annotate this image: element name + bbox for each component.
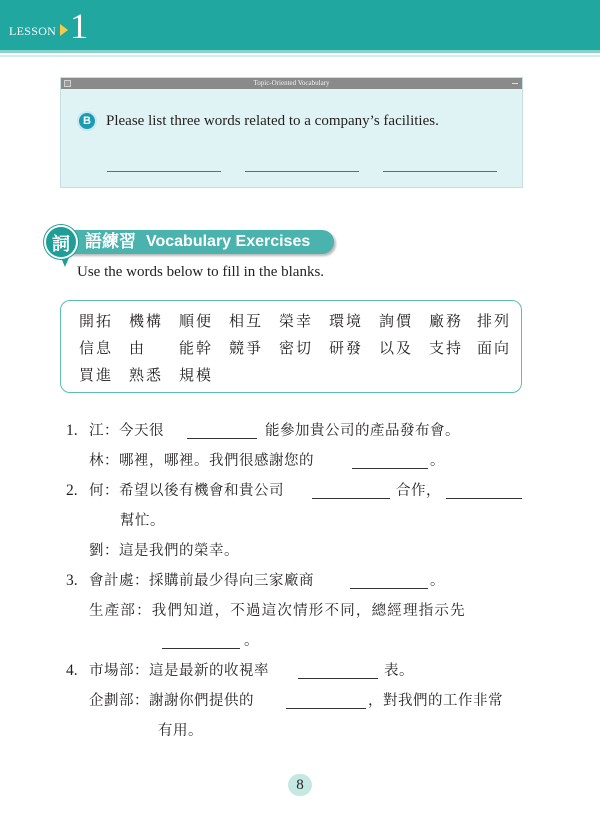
exercise-line: 表。 bbox=[384, 663, 414, 679]
page-number: 8 bbox=[288, 774, 312, 796]
word-bank-item: 排列 bbox=[477, 312, 512, 330]
heading-icon-char: 詞 bbox=[52, 234, 70, 255]
fill-blank[interactable] bbox=[352, 468, 428, 469]
lesson-number: 1 bbox=[70, 6, 88, 46]
answer-line-2[interactable] bbox=[245, 171, 359, 172]
word-bank-item: 以及 bbox=[379, 339, 414, 357]
word-bank-item: 買進 bbox=[79, 366, 114, 384]
word-bank-item: 榮幸 bbox=[279, 312, 314, 330]
topic-vocabulary-panel bbox=[60, 77, 523, 188]
heading-title-en: Vocabulary Exercises bbox=[146, 233, 311, 250]
exercise-line: 。 bbox=[430, 453, 445, 469]
exercise-instruction: Use the words below to fill in the blanks. bbox=[77, 264, 325, 280]
word-bank-item: 支持 bbox=[429, 339, 464, 357]
word-bank-item: 詢價 bbox=[379, 312, 414, 330]
exercise-line: 生產部：我們知道，不過這次情形不同，總經理指示先 bbox=[89, 603, 466, 619]
word-bank-item: 機構 bbox=[129, 312, 164, 330]
word-bank-item: 熟悉 bbox=[129, 366, 164, 384]
answer-line-1[interactable] bbox=[107, 171, 221, 172]
lesson-arrow-icon bbox=[60, 24, 68, 36]
lesson-label: LESSON bbox=[9, 24, 57, 38]
fill-blank[interactable] bbox=[187, 438, 257, 439]
exercise-line: 會計處：採購前最少得向三家廠商 bbox=[89, 573, 314, 589]
exercise-line: 江：今天很 bbox=[89, 423, 164, 439]
word-bank-item: 信息 bbox=[79, 339, 114, 357]
answer-line-3[interactable] bbox=[383, 171, 497, 172]
exercise-line: 。 bbox=[244, 633, 259, 649]
exercise-line: 劉：這是我們的榮幸。 bbox=[89, 543, 239, 559]
header-divider-light bbox=[0, 55, 600, 57]
exercise-line: 能參加貴公司的產品發布會。 bbox=[265, 423, 460, 439]
word-bank-item: 環境 bbox=[329, 312, 364, 330]
word-bank-item: 廠務 bbox=[429, 312, 464, 330]
heading-title-zh: 語練習 bbox=[85, 232, 136, 252]
section-b-badge: B bbox=[77, 111, 97, 131]
topic-panel-titlebar bbox=[61, 78, 522, 89]
exercise-number: 3. bbox=[66, 572, 78, 589]
fill-blank[interactable] bbox=[350, 588, 428, 589]
header-divider bbox=[0, 50, 600, 53]
word-bank-item: 相互 bbox=[229, 312, 264, 330]
exercise-line: 。 bbox=[430, 573, 445, 589]
fill-blank[interactable] bbox=[446, 498, 522, 499]
exercise-line: ，對我們的工作非常 bbox=[368, 693, 503, 709]
exercise-number: 4. bbox=[66, 662, 78, 679]
word-bank-item: 競爭 bbox=[229, 339, 264, 357]
window-minimize-icon bbox=[512, 83, 518, 84]
word-bank-item: 能幹 bbox=[179, 339, 214, 357]
word-bank-item: 研發 bbox=[329, 339, 364, 357]
word-bank-item: 規模 bbox=[179, 366, 214, 384]
exercise-line: 林：哪裡，哪裡。我們很感謝您的 bbox=[89, 453, 314, 469]
word-bank-item: 順便 bbox=[179, 312, 214, 330]
fill-blank[interactable] bbox=[312, 498, 390, 499]
fill-blank[interactable] bbox=[298, 678, 378, 679]
fill-blank[interactable] bbox=[162, 648, 240, 649]
exercise-number: 2. bbox=[66, 482, 78, 499]
lesson-header-band bbox=[0, 0, 600, 50]
word-bank-box bbox=[60, 300, 522, 393]
word-bank-item: 開拓 bbox=[79, 312, 114, 330]
exercise-line: 合作， bbox=[396, 483, 441, 499]
exercise-line: 有用。 bbox=[158, 723, 203, 739]
word-bank-item: 密切 bbox=[279, 339, 314, 357]
exercise-line: 企劃部：謝謝你們提供的 bbox=[89, 693, 254, 709]
exercise-line: 幫忙。 bbox=[120, 513, 165, 529]
word-bank-item: 面向 bbox=[477, 339, 512, 357]
exercise-line: 何：希望以後有機會和貴公司 bbox=[89, 483, 284, 499]
exercise-line: 市場部：這是最新的收視率 bbox=[89, 663, 269, 679]
topic-panel-title: Topic-Oriented Vocabulary bbox=[253, 79, 330, 87]
fill-blank[interactable] bbox=[286, 708, 366, 709]
word-bank-item: 由 bbox=[129, 339, 147, 357]
exercise-number: 1. bbox=[66, 422, 78, 439]
topic-question: Please list three words related to a company’s facilities. bbox=[106, 113, 439, 129]
